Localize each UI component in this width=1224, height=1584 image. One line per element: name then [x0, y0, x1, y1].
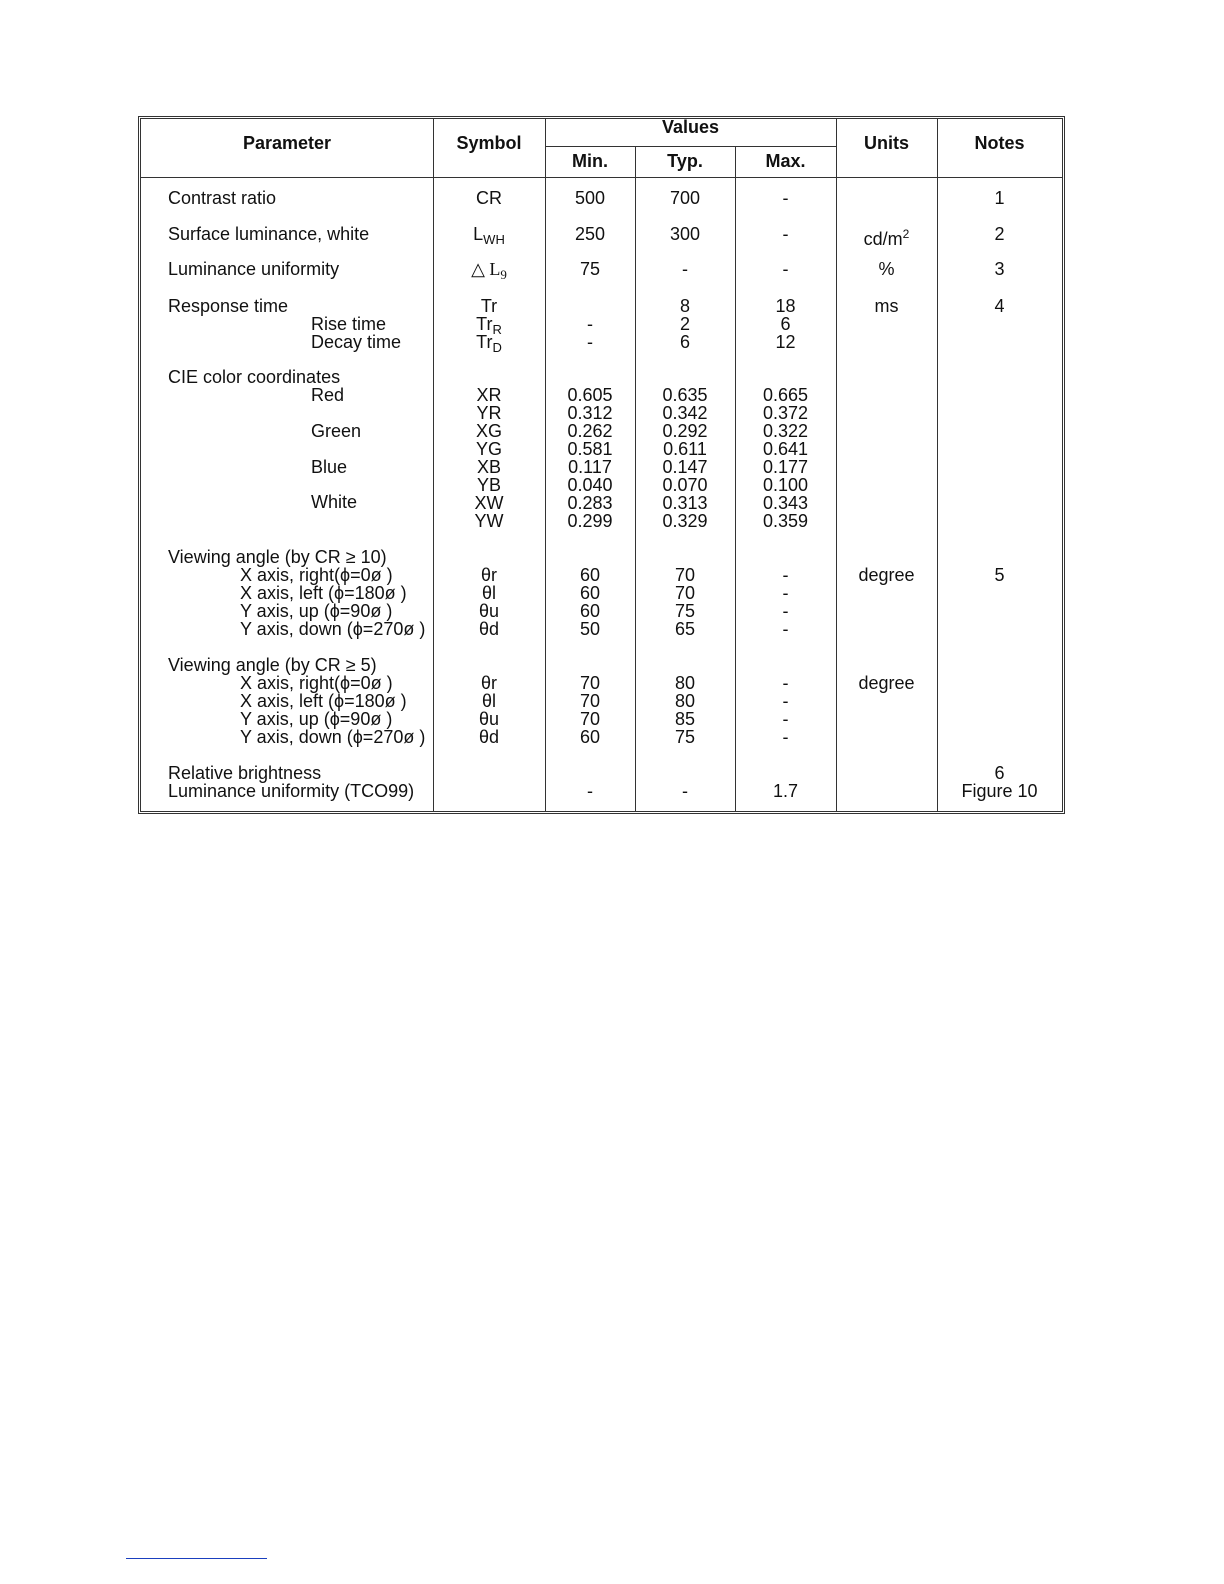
header-symbol: Symbol: [456, 133, 522, 153]
header-parameter: Parameter: [242, 133, 332, 153]
header-units: Units: [864, 133, 909, 153]
symbol-cr: CR: [476, 188, 502, 208]
units-value: ms: [874, 296, 899, 316]
max-value: -: [782, 188, 789, 208]
notes-value: 6: [994, 763, 1005, 783]
cie-typ-values: 0.635 0.342 0.292 0.611 0.147 0.070 0.313 0.329: [662, 385, 708, 531]
header-values: Values: [661, 117, 720, 137]
min-value: -: [587, 332, 593, 352]
param-rise-time: Rise time: [311, 314, 387, 334]
notes-value: 1: [994, 188, 1005, 208]
param-relative-brightness: Relative brightness: [168, 763, 322, 783]
viewing-angle-cr5-items: X axis, right(ϕ=0ø ) X axis, left (ϕ=180ø ) Y axis, up (ϕ=90ø ) Y axis, down (ϕ=270ø ): [240, 673, 426, 747]
symbol-delta-l9: △ $L_9$: [471, 259, 507, 282]
header-min: Min.: [572, 151, 608, 171]
viewing-angle-cr5-min: 70 70 70 60: [579, 673, 601, 747]
param-cie-color-coordinates: CIE color coordinates: [168, 367, 341, 387]
viewing-angle-cr10-symbols: θr θl θu θd: [478, 565, 500, 639]
param-contrast-ratio: Contrast ratio: [168, 188, 277, 208]
viewing-angle-cr10-max: - - - -: [782, 565, 789, 639]
symbol-tr-r: $Tr_R$: [476, 314, 502, 337]
typ-value: 700: [669, 188, 701, 208]
param-response-time: Response time: [168, 296, 289, 316]
viewing-angle-cr10-typ: 70 70 75 65: [674, 565, 696, 639]
cie-label-red: Red: [311, 385, 345, 405]
symbol-lwh: $L_{WH}$: [473, 224, 505, 247]
max-value: -: [782, 259, 789, 279]
cie-label-blue: Blue: [311, 457, 348, 477]
col-divider: [937, 119, 938, 811]
header-rule: [141, 177, 1062, 178]
notes-value: 3: [994, 259, 1005, 279]
header-max: Max.: [765, 151, 806, 171]
typ-value: 300: [669, 224, 701, 244]
typ-value: 8: [679, 296, 690, 316]
max-value: 12: [775, 332, 796, 352]
min-value: -: [587, 781, 593, 801]
header-typ: Typ.: [667, 151, 703, 171]
viewing-angle-cr10-min: 60 60 60 50: [579, 565, 601, 639]
units-value: degree: [858, 673, 915, 693]
notes-value: 2: [994, 224, 1005, 244]
param-luminance-uniformity: Luminance uniformity: [168, 259, 340, 279]
param-viewing-angle-cr10: Viewing angle (by CR ≥ 10): [168, 547, 387, 567]
viewing-angle-cr5-symbols: θr θl θu θd: [478, 673, 500, 747]
typ-value: -: [682, 259, 688, 279]
cie-symbols: XR YR XG YG XB YB XW YW: [474, 385, 504, 531]
cie-min-values: 0.605 0.312 0.262 0.581 0.117 0.040 0.283 0.299: [567, 385, 613, 531]
max-value: -: [782, 224, 789, 244]
typ-value: -: [682, 781, 688, 801]
symbol-tr: Tr: [480, 296, 498, 316]
viewing-angle-cr10-items: X axis, right(ϕ=0ø ) X axis, left (ϕ=180ø ) Y axis, up (ϕ=90ø ) Y axis, down (ϕ=270ø ): [240, 565, 426, 639]
col-divider: [836, 119, 837, 811]
footnote-rule: [126, 1558, 267, 1559]
param-surface-luminance: Surface luminance, white: [168, 224, 370, 244]
max-value: 6: [780, 314, 791, 334]
min-value: 500: [574, 188, 606, 208]
units-value: degree: [858, 565, 915, 585]
notes-figure-ref: Figure 10: [961, 781, 1038, 801]
cie-label-white: White: [311, 492, 358, 512]
cie-label-green: Green: [311, 421, 362, 441]
min-value: 75: [579, 259, 601, 279]
param-luminance-uniformity-tco99: Luminance uniformity (TCO99): [168, 781, 415, 801]
param-viewing-angle-cr5: Viewing angle (by CR ≥ 5): [168, 655, 377, 675]
units-value: $cd/m^2$: [863, 227, 910, 249]
symbol-tr-d: $Tr_D$: [476, 332, 502, 355]
typ-value: 6: [679, 332, 690, 352]
notes-value: 4: [994, 296, 1005, 316]
max-value: 1.7: [772, 781, 799, 801]
viewing-angle-cr5-max: - - - -: [782, 673, 789, 747]
notes-value: 5: [994, 565, 1005, 585]
param-decay-time: Decay time: [311, 332, 402, 352]
min-value: -: [587, 314, 593, 334]
values-rule: [545, 146, 836, 147]
typ-value: 2: [679, 314, 690, 334]
units-value: %: [878, 259, 895, 279]
spec-table: [138, 116, 1065, 814]
max-value: 18: [775, 296, 796, 316]
min-value: 250: [574, 224, 606, 244]
cie-max-values: 0.665 0.372 0.322 0.641 0.177 0.100 0.343 0.359: [762, 385, 809, 531]
header-notes: Notes: [974, 133, 1025, 153]
viewing-angle-cr5-typ: 80 80 85 75: [674, 673, 696, 747]
